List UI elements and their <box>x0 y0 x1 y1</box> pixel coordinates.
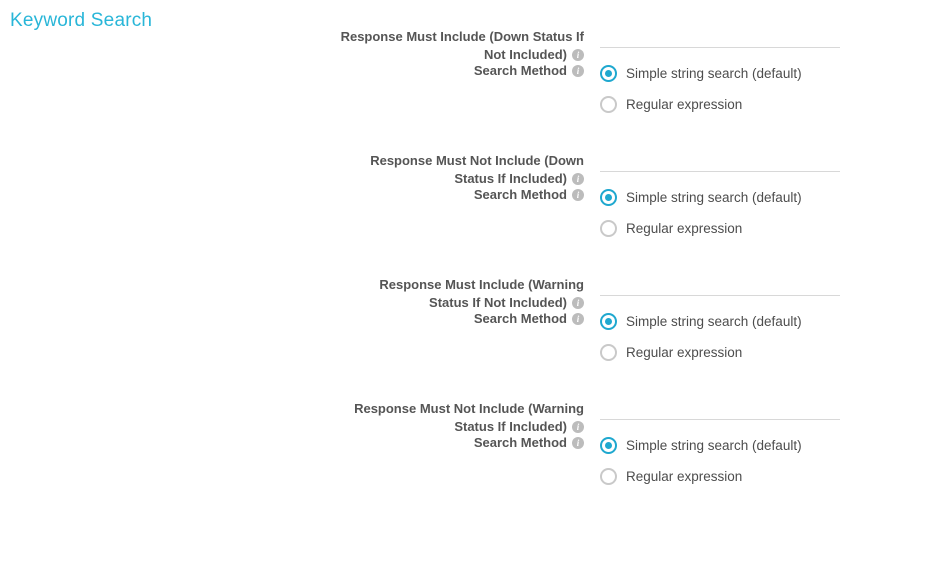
info-icon[interactable]: i <box>572 173 584 185</box>
radio-selected-icon[interactable] <box>600 189 617 206</box>
search-method-1-option-simple[interactable] <box>600 58 942 89</box>
search-method-4-option-simple[interactable] <box>600 430 942 461</box>
field-row-search-method-4 <box>340 424 942 496</box>
field-input-cell <box>592 124 942 172</box>
search-method-2-radio-group <box>600 176 942 244</box>
search-method-3-radio-group <box>600 300 942 368</box>
field-row-response-must-not-include-down <box>340 124 942 186</box>
response-must-include-warning-input[interactable] <box>600 272 840 296</box>
field-label-search-method-2 <box>340 176 592 204</box>
field-label-text: Search Method <box>473 187 567 202</box>
field-label-search-method-4 <box>340 424 592 452</box>
search-method-1-radio-group <box>600 52 942 120</box>
search-method-4-radio-group <box>600 424 942 492</box>
field-label-search-method-3 <box>340 300 592 328</box>
field-row-search-method-1 <box>340 52 942 124</box>
info-icon[interactable]: i <box>572 437 584 449</box>
radio-label: Simple string search (default) <box>626 66 802 81</box>
search-method-1-option-regex[interactable] <box>600 89 942 120</box>
info-icon[interactable]: i <box>572 421 584 433</box>
field-label-text: Search Method <box>473 435 567 450</box>
radio-label: Simple string search (default) <box>626 190 802 205</box>
search-method-2-option-regex[interactable] <box>600 213 942 244</box>
field-label-text: Response Must Include (Down Status If Not Included) <box>340 29 584 62</box>
field-row-response-must-include-warning <box>340 248 942 310</box>
field-radio-cell <box>592 424 942 492</box>
radio-unselected-icon[interactable] <box>600 344 617 361</box>
field-label-text: Search Method <box>473 63 567 78</box>
field-radio-cell <box>592 300 942 368</box>
field-input-cell <box>592 248 942 296</box>
field-label-text: Search Method <box>473 311 567 326</box>
field-row-search-method-3 <box>340 300 942 372</box>
info-icon[interactable]: i <box>572 313 584 325</box>
keyword-search-form <box>340 0 942 496</box>
info-icon[interactable]: i <box>572 189 584 201</box>
radio-label: Regular expression <box>626 345 743 360</box>
search-method-2-option-simple[interactable] <box>600 182 942 213</box>
field-label-text: Response Must Include (Warning Status If Not Included) <box>379 277 584 310</box>
page-title: Keyword Search <box>10 10 153 31</box>
field-row-response-must-not-include-warning <box>340 372 942 434</box>
radio-label: Simple string search (default) <box>626 314 802 329</box>
field-radio-cell <box>592 176 942 244</box>
field-label-search-method-1 <box>340 52 592 80</box>
radio-label: Regular expression <box>626 469 743 484</box>
radio-selected-icon[interactable] <box>600 65 617 82</box>
field-input-cell <box>592 372 942 420</box>
radio-selected-icon[interactable] <box>600 313 617 330</box>
field-label-text: Response Must Not Include (Down Status If Included) <box>370 153 584 186</box>
search-method-3-option-regex[interactable] <box>600 337 942 368</box>
search-method-3-option-simple[interactable] <box>600 306 942 337</box>
response-must-include-down-input[interactable] <box>600 24 840 48</box>
radio-label: Simple string search (default) <box>626 438 802 453</box>
field-input-cell <box>592 0 942 48</box>
info-icon[interactable]: i <box>572 49 584 61</box>
search-method-4-option-regex[interactable] <box>600 461 942 492</box>
field-row-search-method-2 <box>340 176 942 248</box>
response-must-not-include-down-input[interactable] <box>600 148 840 172</box>
info-icon[interactable]: i <box>572 297 584 309</box>
radio-label: Regular expression <box>626 221 743 236</box>
field-row-response-must-include-down <box>340 0 942 62</box>
radio-label: Regular expression <box>626 97 743 112</box>
radio-unselected-icon[interactable] <box>600 220 617 237</box>
radio-unselected-icon[interactable] <box>600 96 617 113</box>
radio-unselected-icon[interactable] <box>600 468 617 485</box>
radio-selected-icon[interactable] <box>600 437 617 454</box>
field-label-text: Response Must Not Include (Warning Status If Included) <box>354 401 584 434</box>
info-icon[interactable]: i <box>572 65 584 77</box>
response-must-not-include-warning-input[interactable] <box>600 396 840 420</box>
field-radio-cell <box>592 52 942 120</box>
